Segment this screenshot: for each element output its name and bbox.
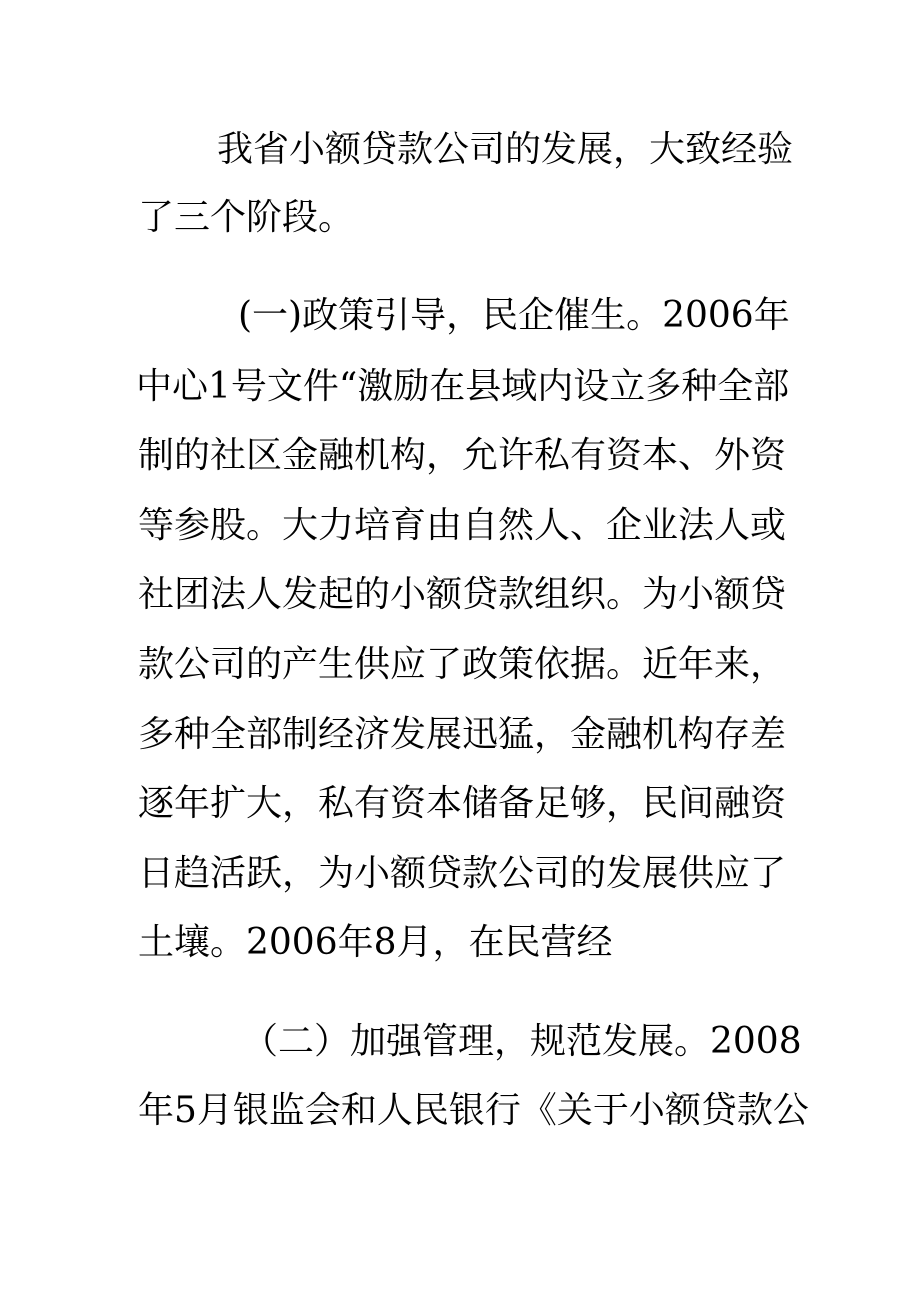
paragraph-2-line-7: 多种全部制经济发展迅猛，金融机构存差 — [138, 714, 787, 755]
paragraph-2-line-2: 中心1号文件“激励在县域内设立多种全部 — [136, 366, 790, 407]
paragraph-3-line-1: （二）加强管理，规范发展。2008 — [242, 1021, 802, 1062]
paragraph-2-line-1: (一)政策引导，民企催生。2006年 — [238, 295, 790, 336]
paragraph-3-line-2: 年5月银监会和人民银行《关于小额贷款公 — [138, 1090, 809, 1131]
paragraph-2-line-4: 等参股。大力培育由自然人、企业法人或 — [138, 505, 787, 546]
paragraph-1-line-1: 我省小额贷款公司的发展，大致经验 — [217, 129, 794, 170]
paragraph-2-line-6: 款公司的产生供应了政策依据。近年来， — [138, 644, 787, 685]
paragraph-2-line-10: 土壤。2006年8月，在民营经 — [138, 922, 613, 963]
paragraph-2-line-3: 制的社区金融机构，允许私有资本、外资 — [138, 435, 787, 476]
paragraph-2-line-8: 逐年扩大，私有资本储备足够，民间融资 — [138, 783, 787, 824]
paragraph-2-line-5: 社团法人发起的小额贷款组织。为小额贷 — [138, 574, 787, 615]
paragraph-2-line-9: 日趋活跃，为小额贷款公司的发展供应了 — [138, 853, 787, 894]
paragraph-1-line-2: 了三个阶段。 — [138, 197, 355, 238]
